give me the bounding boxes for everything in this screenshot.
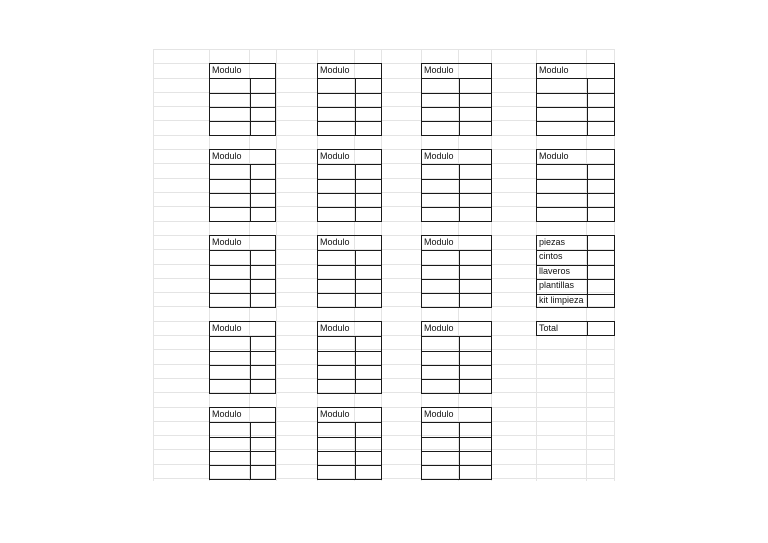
module-row-divider [210,107,275,108]
module-row-divider [210,93,275,94]
sheet-gridline-horizontal [153,49,615,50]
module-row-divider [422,93,491,94]
module-table [317,63,382,136]
module-header-label: Modulo [212,409,242,419]
module-row-divider [422,265,491,266]
module-row-divider [318,465,381,466]
module-table [421,235,492,308]
summary-row[interactable] [537,236,614,250]
module-row-divider [422,279,491,280]
module-row-divider [318,379,381,380]
module-row-divider [210,121,275,122]
total-table [536,321,615,336]
module-row-divider [422,437,491,438]
module-header-label: Modulo [212,65,242,75]
module-table [421,149,492,222]
module-column-divider [459,165,460,221]
module-row-divider [422,193,491,194]
module-row-divider [537,193,614,194]
module-header-label: Modulo [320,65,350,75]
summary-row-label: plantillas [539,280,575,290]
module-header-cell[interactable] [537,150,614,165]
module-header-label: Modulo [212,151,242,161]
total-value-cell[interactable] [587,322,588,335]
summary-row-divider [537,250,614,251]
module-column-divider [459,79,460,135]
module-header-label: Modulo [424,409,454,419]
module-header-label: Modulo [424,237,454,247]
module-header-label: Modulo [212,323,242,333]
module-column-divider [355,337,356,393]
module-header-label: Modulo [320,409,350,419]
module-column-divider [587,165,588,221]
module-row-divider [318,93,381,94]
sheet-gridline-vertical [276,49,277,481]
module-row-divider [210,207,275,208]
summary-row-divider [537,265,614,266]
module-column-divider [355,423,356,479]
module-row-divider [210,265,275,266]
module-row-divider [210,351,275,352]
module-header-cell[interactable] [422,408,491,423]
module-row-divider [537,107,614,108]
summary-row-label: llaveros [539,266,571,276]
module-column-divider [459,423,460,479]
module-header-cell[interactable] [210,408,275,423]
module-row-divider [318,365,381,366]
module-header-label: Modulo [539,151,569,161]
module-row-divider [210,465,275,466]
module-row-divider [318,179,381,180]
module-row-divider [318,107,381,108]
module-header-cell[interactable] [318,236,381,251]
module-header-cell[interactable] [318,408,381,423]
module-row-divider [210,379,275,380]
module-column-divider [355,251,356,307]
summary-column-divider [587,236,588,307]
module-header-cell[interactable] [422,236,491,251]
module-table [209,63,276,136]
module-row-divider [422,351,491,352]
module-column-divider [355,165,356,221]
module-row-divider [318,437,381,438]
module-table [421,407,492,480]
summary-row[interactable] [537,294,614,308]
module-header-label: Modulo [424,323,454,333]
module-header-label: Modulo [424,151,454,161]
summary-row-label: piezas [539,237,566,247]
module-header-cell[interactable] [210,236,275,251]
module-column-divider [355,79,356,135]
module-header-cell[interactable] [422,150,491,165]
module-header-cell[interactable] [210,64,275,79]
module-row-divider [318,121,381,122]
module-header-cell[interactable] [537,64,614,79]
module-header-label: Modulo [320,323,350,333]
module-header-label: Modulo [424,65,454,75]
module-row-divider [210,193,275,194]
module-table [317,407,382,480]
module-header-label: Modulo [539,65,569,75]
module-row-divider [210,365,275,366]
module-row-divider [318,351,381,352]
module-row-divider [537,207,614,208]
summary-table [536,235,615,308]
module-table [536,149,615,222]
module-row-divider [422,465,491,466]
module-column-divider [250,423,251,479]
module-column-divider [250,165,251,221]
module-column-divider [250,251,251,307]
module-table [421,321,492,394]
module-row-divider [537,179,614,180]
module-column-divider [459,337,460,393]
module-row-divider [210,279,275,280]
module-row-divider [422,179,491,180]
summary-row-label: cintos [539,251,563,261]
module-row-divider [318,265,381,266]
module-column-divider [250,79,251,135]
module-header-label: Modulo [320,237,350,247]
module-table [317,149,382,222]
module-row-divider [318,451,381,452]
module-row-divider [422,379,491,380]
module-header-cell[interactable] [210,322,275,337]
module-row-divider [318,193,381,194]
summary-row-divider [537,279,614,280]
summary-row[interactable] [537,250,614,264]
module-row-divider [422,451,491,452]
module-header-cell[interactable] [210,150,275,165]
module-row-divider [537,121,614,122]
module-header-cell[interactable] [318,322,381,337]
module-row-divider [422,107,491,108]
summary-row-divider [537,294,614,295]
module-column-divider [459,251,460,307]
module-header-label: Modulo [320,151,350,161]
module-row-divider [422,365,491,366]
module-table [317,235,382,308]
module-row-divider [318,293,381,294]
summary-row[interactable] [537,279,614,293]
module-row-divider [422,293,491,294]
module-row-divider [422,207,491,208]
module-column-divider [587,79,588,135]
module-row-divider [210,437,275,438]
module-table [536,63,615,136]
module-header-cell[interactable] [422,322,491,337]
sheet-gridline-vertical [153,49,154,481]
module-table [209,149,276,222]
module-header-cell[interactable] [318,64,381,79]
module-table [209,407,276,480]
module-header-cell[interactable] [422,64,491,79]
total-label: Total [539,323,559,333]
module-table [421,63,492,136]
summary-row-label: kit limpieza [539,295,584,305]
module-table [209,235,276,308]
module-row-divider [210,179,275,180]
module-row-divider [318,279,381,280]
module-header-label: Modulo [212,237,242,247]
module-header-cell[interactable] [318,150,381,165]
module-table [317,321,382,394]
module-column-divider [250,337,251,393]
module-row-divider [422,121,491,122]
module-row-divider [210,293,275,294]
module-row-divider [318,207,381,208]
module-row-divider [537,93,614,94]
module-row-divider [210,451,275,452]
module-table [209,321,276,394]
summary-row[interactable] [537,265,614,279]
